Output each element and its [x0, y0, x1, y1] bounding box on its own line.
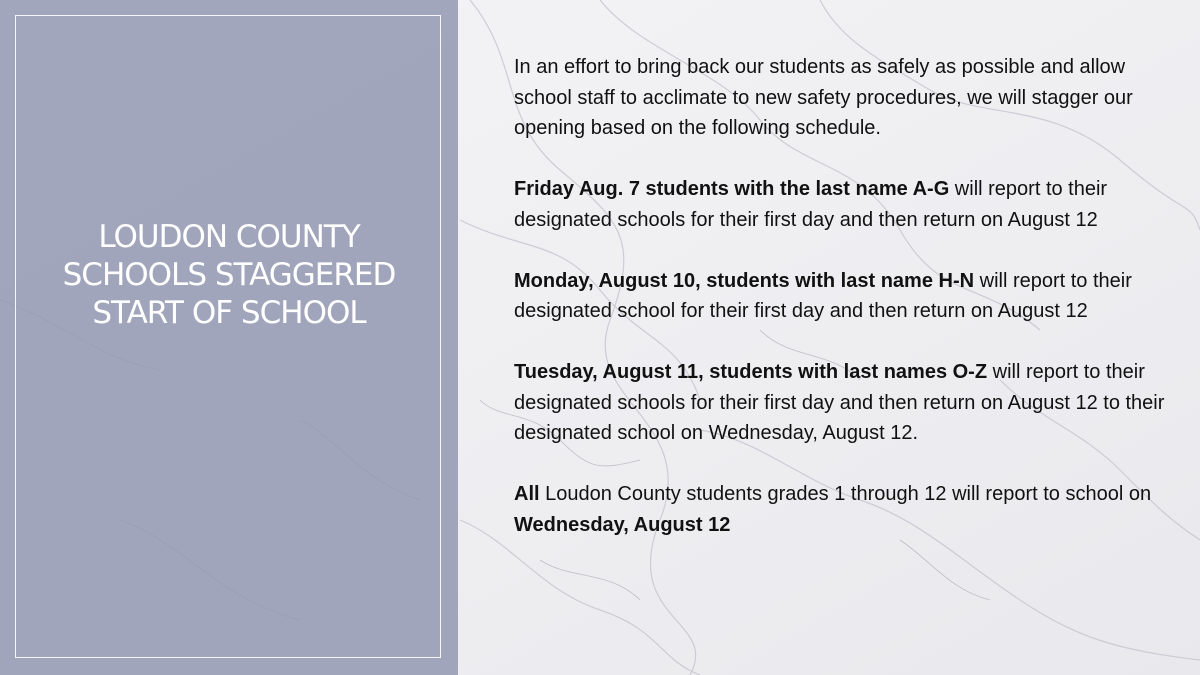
schedule-item-h-n: [514, 266, 1174, 327]
closing-text: Loudon County students grades 1 through 12 will report to school on: [539, 483, 1152, 505]
schedule-item-text: will report to their designated schools for their first day and then return on August 12: [514, 178, 1108, 231]
schedule-item-o-z: [514, 357, 1174, 449]
body-text: [514, 52, 1174, 571]
title-frame: [15, 15, 441, 658]
title-panel: [0, 0, 458, 675]
schedule-item-a-g: [514, 174, 1174, 235]
intro-paragraph: In an effort to bring back our students as safely as possible and allow school staff to acclimate to new safety procedures, we will stagger our opening based on the following schedule.: [514, 56, 1133, 139]
closing-bold-end: Wednesday, August 12: [514, 513, 731, 536]
schedule-item-bold: Friday Aug. 7 students with the last name A-G: [514, 178, 950, 200]
closing-bold-start: All: [514, 483, 540, 505]
closing-paragraph: [514, 479, 1174, 540]
schedule-item-bold: Tuesday, August 11, students with last names O-Z: [514, 361, 988, 383]
schedule-item-text: will report to their designated school for their first day and then return on August 12: [514, 269, 1132, 322]
schedule-item-text: will report to their designated schools for their first day and then return on August 12 to their designated school on Wednesday, August 12.: [514, 361, 1165, 444]
slide-title: LOUDON COUNTY SCHOOLS STAGGERED START OF SCHOOL: [62, 219, 396, 331]
schedule-item-bold: Monday, August 10, students with last name H-N: [514, 269, 975, 292]
